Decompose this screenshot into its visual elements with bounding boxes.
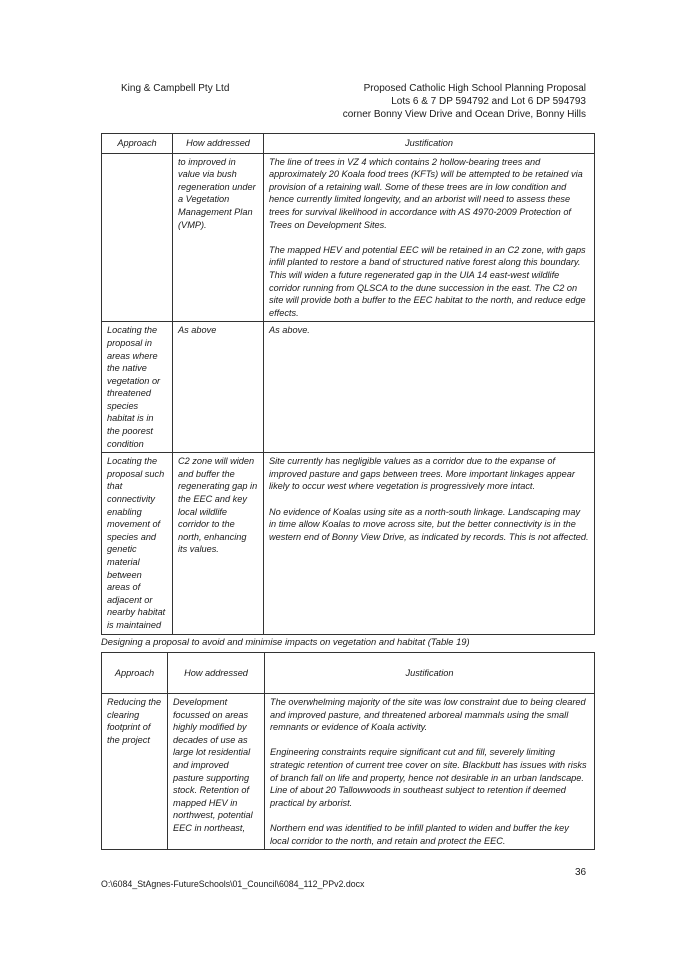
table-header-row	[102, 134, 595, 154]
justification-paragraph: No evidence of Koalas using site as a north-south linkage. Landscaping may in time allow Koalas to move across site, but the better connectivity is in the western end of Bonny View Drive, as indicated by records. This is not affected.	[269, 506, 589, 542]
justification-cell	[264, 153, 595, 322]
table-row	[102, 694, 595, 850]
approach-cell: Locating the proposal in areas where the native vegetation or threatened species habitat is in the poorest condition	[102, 322, 173, 453]
justification-paragraph: Northern end was identified to be infill planted to widen and buffer the key local corridor to the north, and retain and protect the EEC.	[270, 822, 569, 846]
table-header-row	[102, 653, 595, 694]
justification-paragraph: As above.	[269, 325, 310, 336]
header-line: Lots 6 & 7 DP 594792 and Lot 6 DP 594793	[391, 96, 586, 107]
column-header: How addressed	[168, 653, 265, 694]
table-row	[102, 322, 595, 453]
header-company: King & Campbell Pty Ltd	[121, 83, 230, 94]
justification-paragraph: Site currently has negligible values as a corridor due to the expanse of improved pasture and gaps between trees. More important linkages appear likely to occur west where vegetation is progressively more intact.	[269, 456, 575, 492]
measures-table-continued	[101, 133, 595, 635]
justification-cell	[264, 453, 595, 634]
approach-cell	[102, 153, 173, 322]
table-caption: Designing a proposal to avoid and minimise impacts on vegetation and habitat (Table 19)	[101, 636, 470, 647]
column-header: Approach	[102, 134, 173, 154]
justification-paragraph: Engineering constraints require significant cut and fill, severely limiting strategic retention of current tree cover on site. Blackbutt has issues with risks of branch fall on life and property, hence not desirable in an urban landscape. Line of about 20 Tallowwoods in southeast subject to retention if deemed practical by arborist.	[270, 747, 587, 808]
column-header: Justification	[264, 134, 595, 154]
header-line: Proposed Catholic High School Planning Proposal	[363, 83, 586, 94]
page-number: 36	[575, 867, 587, 878]
how-addressed-cell: Development focussed on areas highly modified by decades of use as large lot residential and improved pasture supporting stock. Retention of mapped HEV in northwest, potential EEC in northeast,	[168, 694, 265, 850]
approach-cell: Reducing the clearing footprint of the project	[102, 694, 168, 850]
column-header: Approach	[102, 653, 168, 694]
justification-cell	[265, 694, 595, 850]
justification-paragraph: The line of trees in VZ 4 which contains 2 hollow-bearing trees and approximately 20 Koala food trees (KFTs) will be attempted to be retained via provision of a retaining wall. Some of these trees are in low condition and hence currently limited longevity, and an arborist will need to assess these trees for survival likelihood in accordance with AS 4970-2009 Protection of Trees on Development Sites.	[269, 156, 583, 230]
table-row	[102, 153, 595, 322]
header-line: corner Bonny View Drive and Ocean Drive, Bonny Hills	[342, 109, 586, 120]
footer-file-path: O:\6084_StAgnes-FutureSchools\01_Council\6084_112_PPv2.docx	[101, 879, 365, 889]
justification-paragraph: The overwhelming majority of the site was low constraint due to being cleared and improved pasture, and threatened arboreal mammals using the small remnants or evidence of Koala activity.	[270, 697, 586, 733]
approach-cell: Locating the proposal such that connectivity enabling movement of species and genetic material between areas of adjacent or nearby habitat is maintained	[102, 453, 173, 634]
how-addressed-cell: As above	[173, 322, 264, 453]
column-header: How addressed	[173, 134, 264, 154]
justification-paragraph: The mapped HEV and potential EEC will be retained in an C2 zone, with gaps infill planted to restore a band of structured native forest along this boundary. This will widen a future regenerated gap in the UIA 14 east-west wildlife corridor running from QLSCA to the dune succession in the east. The C2 on site will provide both a buffer to the EEC habitat to the north, and reduce edge effects.	[269, 244, 586, 318]
how-addressed-cell: C2 zone will widen and buffer the regenerating gap in the EEC and key local wildlife corridor to the north, enhancing its values.	[173, 453, 264, 634]
column-header: Justification	[265, 653, 595, 694]
header-project-info	[343, 82, 586, 121]
justification-cell	[264, 322, 595, 453]
table-row	[102, 453, 595, 634]
how-addressed-cell: to improved in value via bush regeneration under a Vegetation Management Plan (VMP).	[173, 153, 264, 322]
avoid-minimise-table	[101, 652, 595, 850]
